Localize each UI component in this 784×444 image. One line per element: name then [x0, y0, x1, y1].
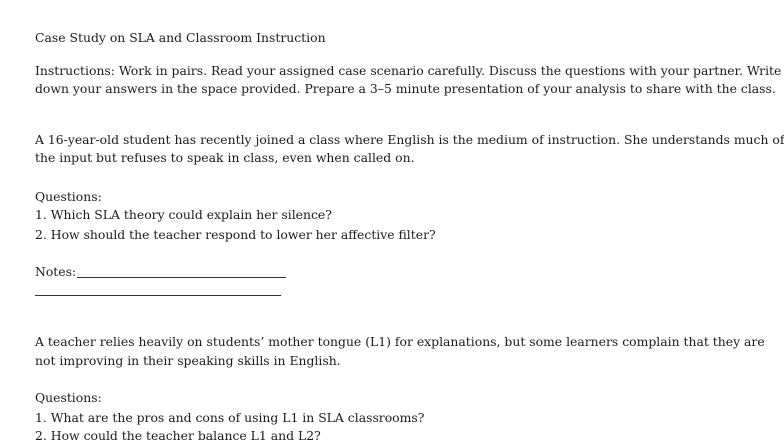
- case1-notes-label: Notes:: [35, 264, 77, 279]
- notes-answer-line-2[interactable]: [35, 295, 281, 296]
- instructions-line-1: Instructions: Work in pairs. Read your assigned case scenario carefully. Discuss the questions with your partner. Write: [35, 63, 782, 78]
- case2-questions-label: Questions:: [35, 390, 102, 405]
- case1-question-1: 1. Which SLA theory could explain her silence?: [35, 207, 332, 222]
- instructions-line-2: down your answers in the space provided. Prepare a 3–5 minute presentation of your analysis to share with the class.: [35, 81, 776, 96]
- case2-question-1: 1. What are the pros and cons of using L1 in SLA classrooms?: [35, 410, 425, 425]
- case2-scenario-line-2: not improving in their speaking skills in English.: [35, 353, 341, 368]
- case1-scenario-line-1: A 16-year-old student has recently joined a class where English is the medium of instruction. She understands much of: [35, 132, 784, 147]
- case2-question-2: 2. How could the teacher balance L1 and L2?: [35, 428, 321, 443]
- case1-questions-label: Questions:: [35, 189, 102, 204]
- case1-scenario-line-2: the input but refuses to speak in class, even when called on.: [35, 150, 415, 165]
- case1-question-2: 2. How should the teacher respond to lower her affective filter?: [35, 227, 436, 242]
- case2-scenario-line-1: A teacher relies heavily on students’ mother tongue (L1) for explanations, but some learners complain that they are: [35, 334, 765, 349]
- page-title: Case Study on SLA and Classroom Instruction: [35, 30, 326, 45]
- notes-answer-line-1[interactable]: [77, 277, 286, 278]
